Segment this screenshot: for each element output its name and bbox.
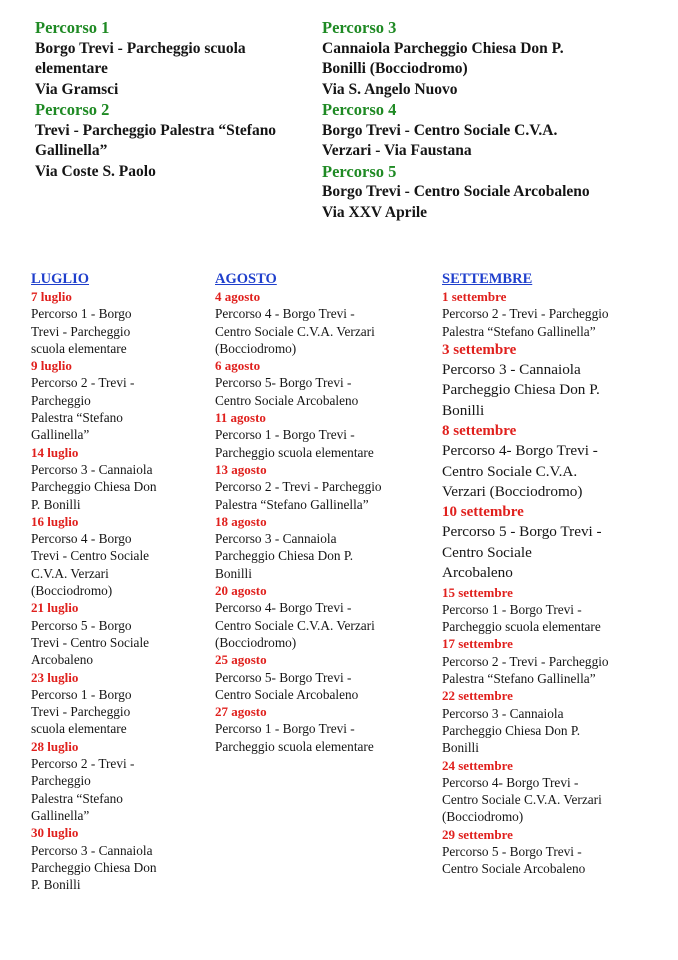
entry-date: 30 luglio (31, 825, 79, 841)
entry-route: Percorso 3 - Cannaiola Parcheggio Chiesa Don P. Bonilli (31, 842, 157, 893)
schedule-entry (31, 444, 206, 513)
schedule-entry (215, 461, 430, 513)
route-block (322, 162, 652, 224)
entry-date: 10 settembre (442, 504, 524, 521)
month-column-agosto (215, 270, 430, 755)
schedule-entry (442, 421, 662, 502)
route-title: Percorso 1 (35, 18, 110, 37)
schedule-entry (215, 651, 430, 703)
entry-date: 17 settembre (442, 636, 513, 652)
route-location: Trevi - Parcheggio Palestra “Stefano Gallinella” (35, 121, 277, 159)
route-street: Via Coste S. Paolo (35, 162, 156, 180)
entry-route: Percorso 3 - Cannaiola Parcheggio Chiesa Don P. Bonilli (215, 531, 354, 581)
route-title: Percorso 3 (322, 18, 397, 37)
entry-route: Percorso 4 - Borgo Trevi - Centro Sociale C.V.A. Verzari (Bocciodromo) (31, 531, 150, 599)
entry-date: 22 settembre (442, 688, 513, 704)
entry-route: Percorso 1 - Borgo Trevi - Parcheggio scuola elementare (215, 721, 374, 754)
routes-right-column (322, 18, 652, 223)
entry-date: 13 agosto (215, 461, 267, 477)
schedule-entry (215, 288, 430, 357)
route-location: Borgo Trevi - Centro Sociale C.V.A. Verzari - Via Faustana (322, 121, 558, 159)
entry-date: 16 luglio (31, 513, 79, 529)
entry-date: 27 agosto (215, 704, 267, 720)
entry-date: 8 settembre (442, 423, 517, 440)
route-location: Cannaiola Parcheggio Chiesa Don P. Bonilli (Bocciodromo) (322, 39, 564, 77)
schedule-entry (215, 703, 430, 755)
entry-route: Percorso 2 - Trevi - Parcheggio Palestra “Stefano Gallinella” (442, 306, 609, 339)
entry-route: Percorso 1 - Borgo Trevi - Parcheggio scuola elementare (442, 601, 601, 635)
route-title: Percorso 4 (322, 100, 397, 119)
entry-route: Percorso 2 - Trevi - Parcheggio Palestra “Stefano Gallinella” (31, 375, 135, 443)
route-title: Percorso 5 (322, 161, 397, 181)
entry-date: 18 agosto (215, 513, 267, 529)
entry-route: Percorso 4- Borgo Trevi - Centro Sociale C.V.A. Verzari (Bocciodromo) (442, 442, 598, 500)
entry-date: 3 settembre (442, 341, 517, 358)
route-block (322, 100, 652, 162)
schedule-entry (31, 669, 206, 738)
schedule-entry (442, 502, 662, 583)
schedule-entry (31, 513, 206, 599)
entry-date: 23 luglio (31, 669, 79, 685)
schedule-entry (442, 635, 662, 687)
schedule-entry (31, 738, 206, 824)
route-street: Via S. Angelo Nuovo (322, 80, 458, 98)
entry-route: Percorso 2 - Trevi - Parcheggio Palestra “Stefano Gallinella” (215, 479, 382, 512)
schedule-entry (31, 288, 206, 357)
schedule-entry (215, 409, 430, 461)
schedule-entry (442, 826, 662, 878)
entry-date: 24 settembre (442, 757, 513, 773)
entry-date: 9 luglio (31, 358, 72, 374)
entry-date: 14 luglio (31, 444, 79, 460)
entry-route: Percorso 5- Borgo Trevi - Centro Sociale Arcobaleno (215, 669, 359, 702)
route-block (35, 100, 335, 182)
schedule-entry (442, 288, 662, 340)
month-title: SETTEMBRE (442, 271, 533, 287)
month-title: LUGLIO (31, 271, 90, 287)
entry-date: 20 agosto (215, 583, 267, 599)
route-block (35, 18, 335, 100)
month-title: AGOSTO (215, 271, 277, 287)
entry-date: 29 settembre (442, 826, 513, 842)
entry-route: Percorso 2 - Trevi - Parcheggio Palestra “Stefano Gallinella” (31, 756, 135, 823)
entry-route: Percorso 4- Borgo Trevi - Centro Sociale C.V.A. Verzari (Bocciodromo) (215, 600, 375, 650)
entry-route: Percorso 5- Borgo Trevi - Centro Sociale Arcobaleno (215, 375, 359, 408)
schedule-entry (215, 582, 430, 651)
entry-date: 6 agosto (215, 358, 261, 374)
route-street: Via Gramsci (35, 80, 119, 98)
entry-route: Percorso 5 - Borgo Trevi - Centro Sociale Arcobaleno (442, 844, 586, 877)
schedule-entry (215, 357, 430, 409)
entry-route: Percorso 4- Borgo Trevi - Centro Sociale C.V.A. Verzari (Bocciodromo) (442, 774, 602, 825)
route-title: Percorso 2 (35, 100, 110, 119)
entry-route: Percorso 2 - Trevi - Parcheggio Palestra “Stefano Gallinella” (442, 653, 609, 687)
entry-date: 11 agosto (215, 410, 266, 426)
entry-route: Percorso 3 - Cannaiola Parcheggio Chiesa Don P. Bonilli (442, 705, 581, 756)
entry-date: 21 luglio (31, 600, 79, 616)
entry-route: Percorso 4 - Borgo Trevi - Centro Sociale C.V.A. Verzari (Bocciodromo) (215, 306, 375, 356)
route-street: Via XXV Aprile (322, 203, 428, 221)
schedule-entry (31, 599, 206, 668)
entry-date: 15 settembre (442, 584, 513, 600)
entry-route: Percorso 1 - Borgo Trevi - Parcheggio scuola elementare (31, 306, 132, 356)
schedule-entry (442, 757, 662, 826)
entry-route: Percorso 5 - Borgo Trevi - Centro Sociale Arcobaleno (31, 617, 150, 668)
schedule-entry (442, 584, 662, 636)
route-location: Borgo Trevi - Centro Sociale Arcobaleno (322, 183, 590, 200)
entry-date: 7 luglio (31, 289, 72, 304)
entry-date: 28 luglio (31, 738, 79, 754)
schedule-entry (31, 824, 206, 893)
entry-date: 25 agosto (215, 652, 267, 668)
entry-date: 1 settembre (442, 289, 507, 304)
entry-route: Percorso 1 - Borgo Trevi - Parcheggio scuola elementare (31, 686, 132, 737)
entry-route: Percorso 3 - Cannaiola Parcheggio Chiesa Don P. Bonilli (442, 360, 600, 419)
schedule-entry (442, 687, 662, 756)
entry-route: Percorso 5 - Borgo Trevi - Centro Sociale Arcobaleno (442, 523, 602, 582)
route-block (322, 18, 652, 100)
routes-left-column (35, 18, 335, 182)
schedule-entry (215, 513, 430, 582)
schedule-entry (31, 357, 206, 443)
month-column-luglio (31, 270, 206, 893)
entry-route: Percorso 1 - Borgo Trevi - Parcheggio scuola elementare (215, 427, 374, 460)
schedule-entry (442, 340, 662, 421)
entry-date: 4 agosto (215, 289, 261, 304)
entry-route: Percorso 3 - Cannaiola Parcheggio Chiesa Don P. Bonilli (31, 461, 157, 512)
route-location: Borgo Trevi - Parcheggio scuola elementare (35, 39, 246, 77)
month-column-settembre (442, 270, 662, 878)
